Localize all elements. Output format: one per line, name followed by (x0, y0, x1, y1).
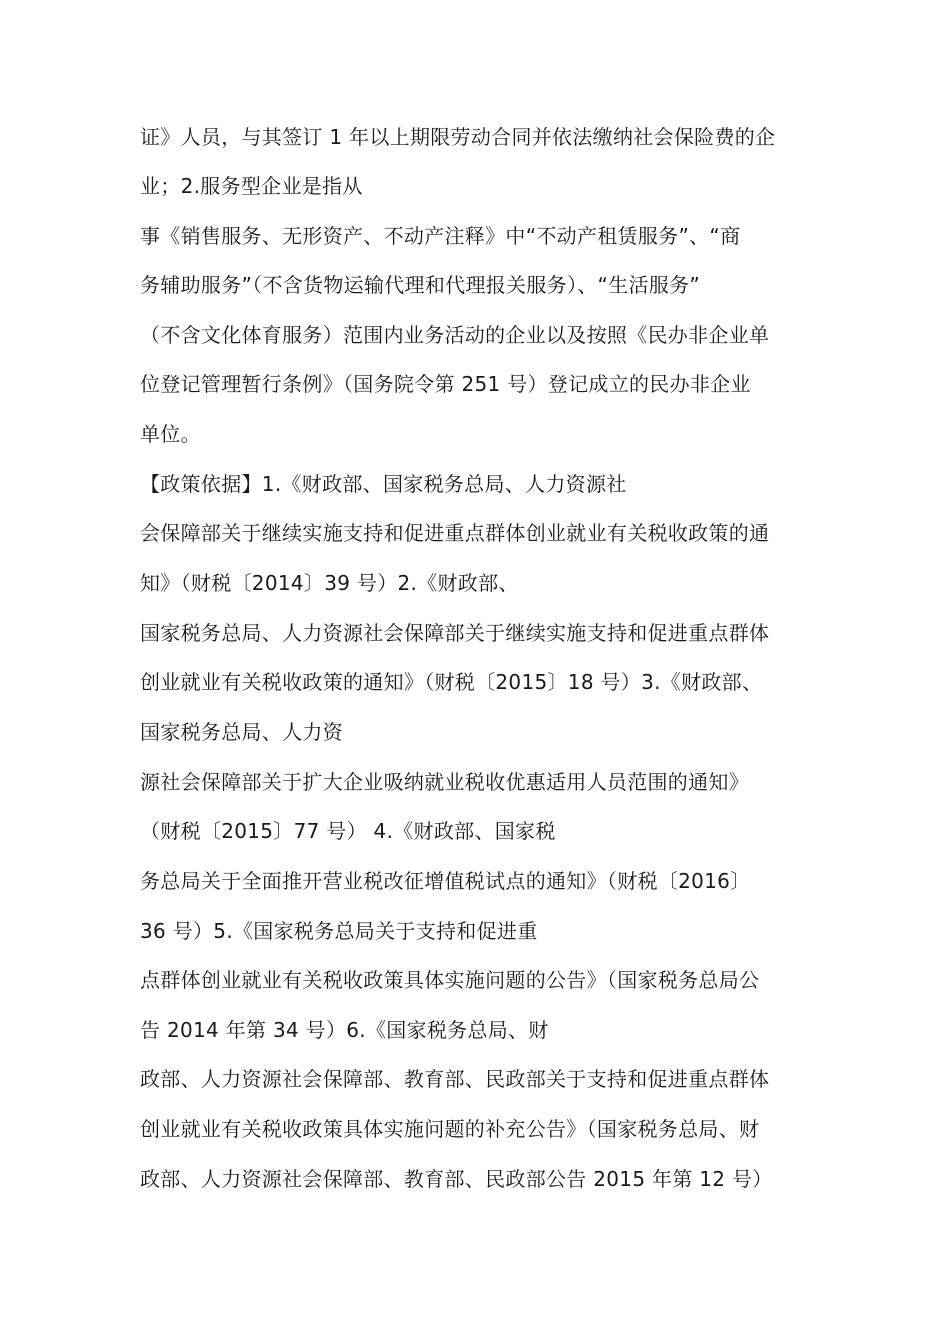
text-line: 国家税务总局、人力资源社会保障部关于继续实施支持和促进重点群体 (140, 621, 770, 645)
text-line: 务辅助服务”（不含货物运输代理和代理报关服务）、“生活服务” (140, 273, 701, 297)
text-line: 【政策依据】1.《财政部、国家税务总局、人力资源社 (140, 472, 627, 496)
text-line: 创业就业有关税收政策具体实施问题的补充公告》（国家税务总局、财 (140, 1117, 760, 1141)
text-line: 源社会保障部关于扩大企业吸纳就业税收优惠适用人员范围的通知》 (140, 770, 749, 794)
text-line: （财税〔2015〕77 号） 4.《财政部、国家税 (140, 819, 556, 843)
text-line: 知》（财税〔2014〕39 号）2.《财政部、 (140, 571, 519, 595)
text-line: 单位。 (140, 422, 201, 446)
text-line: （不含文化体育服务）范围内业务活动的企业以及按照《民办非企业单 (140, 323, 770, 347)
text-line: 告 2014 年第 34 号）6.《国家税务总局、财 (140, 1018, 549, 1042)
text-line: 务总局关于全面推开营业税改征增值税试点的通知》（财税〔2016〕 (140, 869, 751, 893)
text-line: 国家税务总局、人力资 (140, 720, 343, 744)
text-line: 创业就业有关税收政策的通知》（财税〔2015〕18 号）3.《财政部、 (140, 670, 763, 694)
text-line: 点群体创业就业有关税收政策具体实施问题的公告》（国家税务总局公 (140, 968, 760, 992)
text-line: 政部、人力资源社会保障部、教育部、民政部公告 2015 年第 12 号） (140, 1167, 773, 1191)
text-line: 政部、人力资源社会保障部、教育部、民政部关于支持和促进重点群体 (140, 1067, 770, 1091)
text-line: 位登记管理暂行条例》（国务院令第 251 号）登记成立的民办非企业 (140, 372, 751, 396)
text-line: 会保障部关于继续实施支持和促进重点群体创业就业有关税收政策的通 (140, 521, 770, 545)
text-line: 事《销售服务、无形资产、不动产注释》中“不动产租赁服务”、“商 (140, 224, 741, 248)
text-line: 36 号）5.《国家税务总局关于支持和促进重 (140, 919, 538, 943)
text-line: 证》人员，与其签订 1 年以上期限劳动合同并依法缴纳社会保险费的企 (140, 125, 776, 149)
text-line: 业；2.服务型企业是指从 (140, 174, 363, 198)
